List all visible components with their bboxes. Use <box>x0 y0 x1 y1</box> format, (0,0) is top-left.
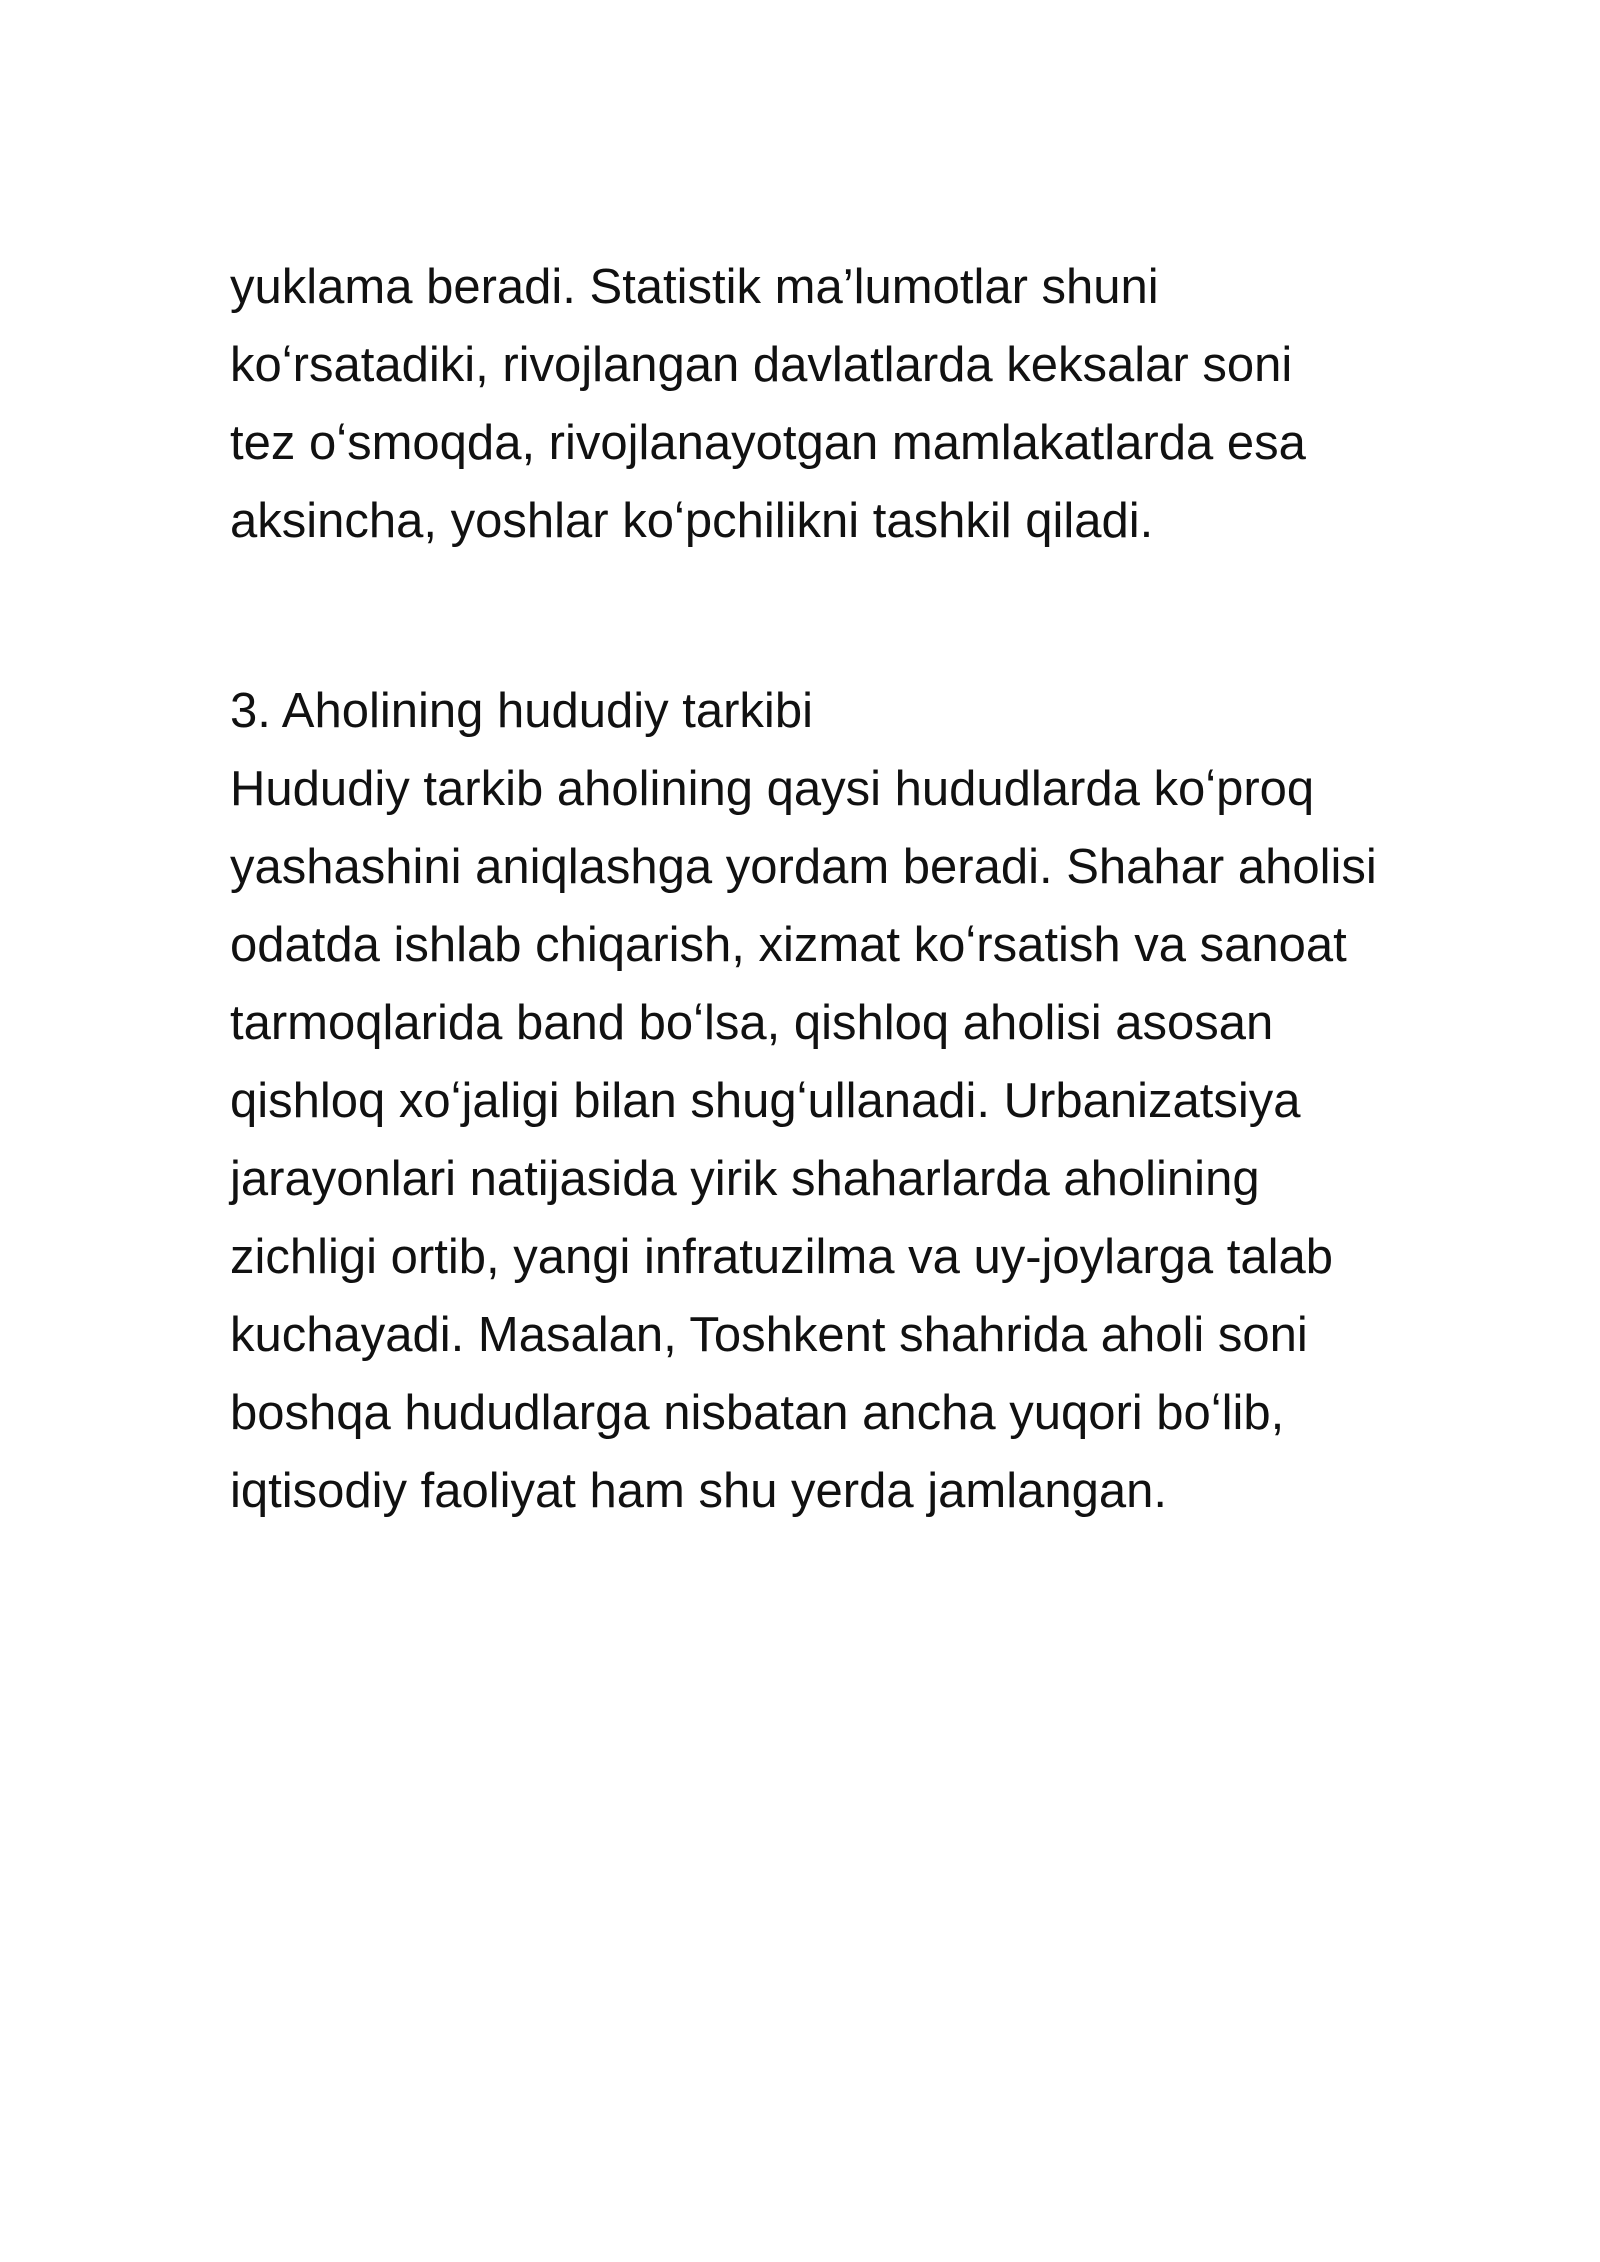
paragraph-age-structure: yuklama beradi. Statistik ma’lumotlar shuni koʻrsatadiki, rivojlangan davlatlarda keksalar soni tez oʻsmoqda, rivojlanayotgan mamlakatlarda esa aksincha, yoshlar koʻpchilikni tashkil qiladi. <box>230 260 1306 548</box>
paragraph-territorial-structure: Hududiy tarkib aholining qaysi hududlarda koʻproq yashashini aniqlashga yordam beradi. Shahar aholisi odatda ishlab chiqarish, xizmat koʻrsatish va sanoat tarmoqlarida band boʻlsa, qishloq aholisi asosan qishloq xoʻjaligi bilan shugʻullanadi. Urbanizatsiya jarayonlari natijasida yirik shaharlarda aholining zichligi ortib, yangi infratuzilma va uy-joylarga talab kuchayadi. Masalan, Toshkent shahrida aholi soni boshqa hududlarga nisbatan ancha yuqori boʻlib, iqtisodiy faoliyat ham shu yerda jamlangan. <box>230 762 1377 1518</box>
document-body <box>230 248 1520 1530</box>
section-heading: 3. Aholining hududiy tarkibi <box>230 684 813 738</box>
